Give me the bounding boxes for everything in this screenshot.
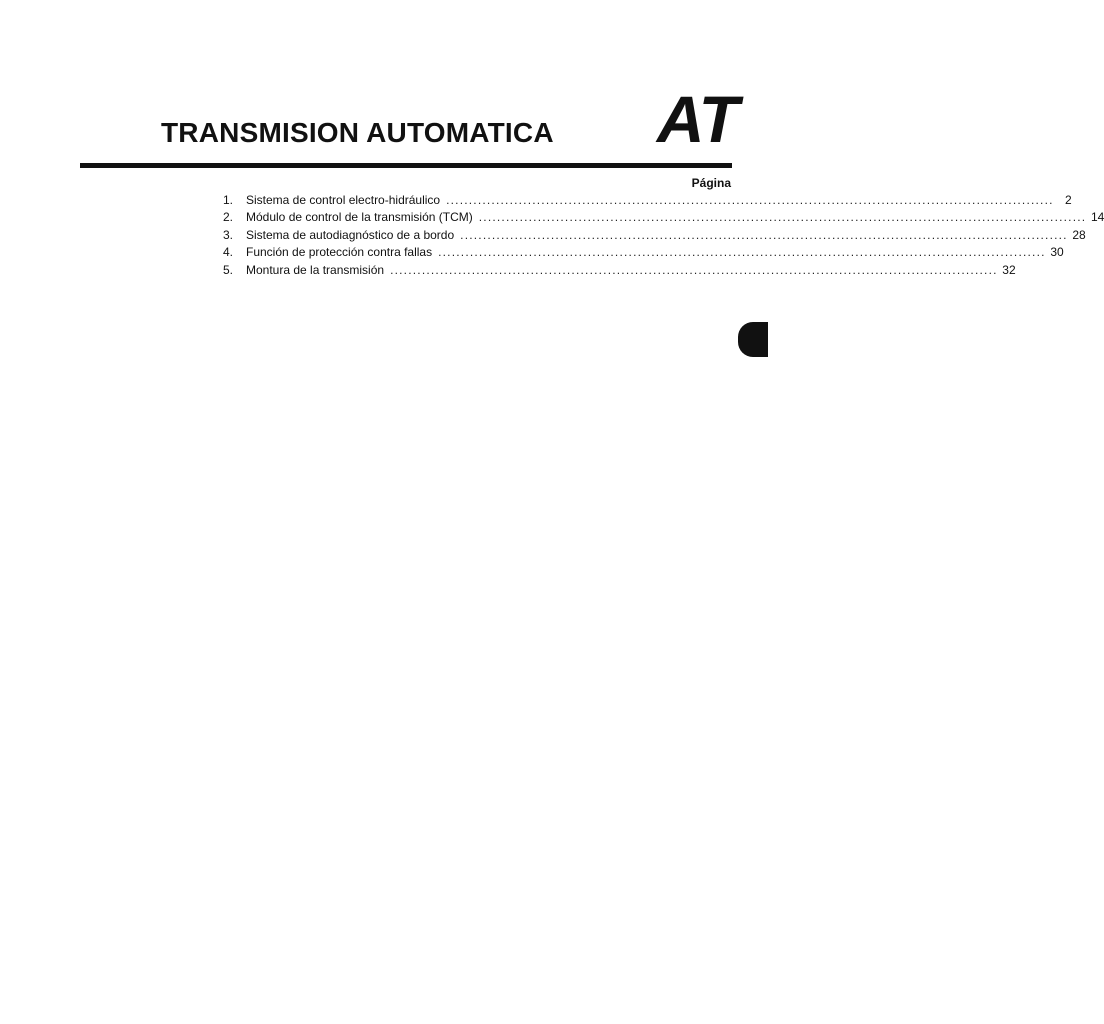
toc-item[interactable]	[223, 192, 1072, 209]
page-column-label: Página	[691, 176, 731, 190]
toc-item-page: 32	[1002, 262, 1016, 277]
table-of-contents	[223, 192, 1104, 279]
toc-item[interactable]	[223, 209, 1104, 226]
toc-item-number: 1.	[223, 193, 234, 207]
title-divider	[80, 163, 732, 168]
page-title: TRANSMISION AUTOMATICA	[161, 117, 554, 148]
dot-leader: ......................................................................................................................................	[460, 227, 1068, 242]
section-thumb-tab	[738, 322, 768, 357]
toc-item-title: Sistema de autodiagnóstico de a bordo	[246, 227, 455, 242]
dot-leader: ......................................................................................................................................	[478, 210, 1087, 225]
toc-item[interactable]	[223, 227, 1086, 244]
toc-item[interactable]	[223, 244, 1064, 261]
toc-item-title: Montura de la transmisión	[246, 262, 385, 277]
toc-item-page: 28	[1072, 227, 1086, 242]
toc-item-title: Módulo de control de la transmisión (TCM)	[246, 210, 473, 225]
dot-leader: ......................................................................................................................................	[390, 262, 998, 277]
toc-item-page: 30	[1050, 245, 1064, 260]
dot-leader: ......................................................................................................................................	[438, 245, 1046, 260]
toc-item-number: 3.	[223, 227, 234, 242]
toc-item-number: 4.	[223, 245, 234, 260]
toc-item-number: 2.	[223, 210, 234, 225]
section-code: AT	[656, 82, 738, 156]
dot-leader: ......................................................................................................................................	[446, 193, 1054, 207]
toc-item-page: 2	[1064, 193, 1072, 207]
toc-item-title: Sistema de control electro-hidráulico	[246, 193, 441, 207]
toc-item-page: 14	[1090, 210, 1104, 225]
toc-item[interactable]	[223, 262, 1016, 279]
toc-item-number: 5.	[223, 262, 234, 277]
toc-item-title: Función de protección contra fallas	[246, 245, 433, 260]
